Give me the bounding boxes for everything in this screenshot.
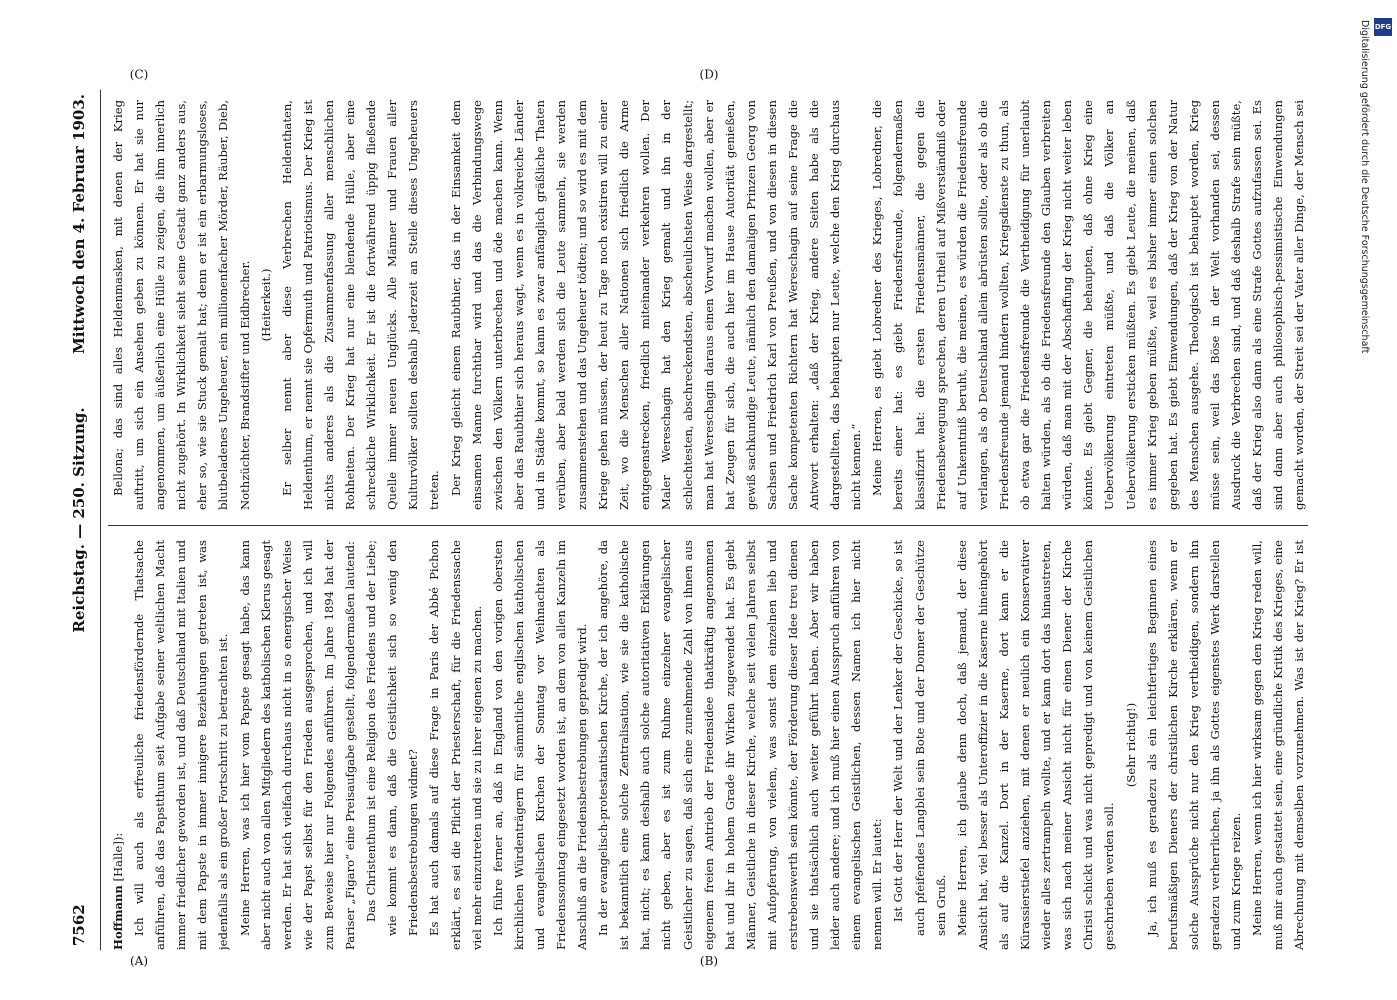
paragraph (108, 540, 129, 950)
paragraph: Meine Herren, es giebt Lobredner des Krieges, Lobredner, die bereits einer hat: es giebt Friedensfreunde, folgendermaßen klassifizirt hat: die ersten Friedensmänner, die gegen die Friedensbewegung sprechen, deren Urtheil auf Mißverständniß oder auf Unkenntniß beruht, die meinen, es würden die Friedensfreunde verlangen, als ob Deutschland allein abrüsten sollte, oder als ob die Friedensfreunde jemand hindern wollten, Kriegsdienste zu thun, als ob etwa gar die Friedensfreunde die Vertheidigung für unerlaubt halten würden, als ob die Friedensfreunde den Glauben verbreiten würden, daß man mit der Abschaffung der Krieg nicht weiter leben könnte. Es giebt Gegner, die behaupten, daß ohne Krieg eine Uebervölkerung eintreten müßte, und daß die Völker an Uebervölkerung ersticken müßten. Es giebt Leute, die meinen, daß es immer Krieg geben müßte, weil es bisher immer einen solchen gegeben hat. Es giebt Einwendungen, daß der Krieg von der Natur des Menschen ausgehe. Theologisch ist behauptet worden, Krieg müsse sein, weil das Böse in der Welt vorhanden sei, dessen Ausdruck die Verbrechen sind, und daß deshalb Strafe sein müßte, daß der Krieg also dann als eine Strafe Gottes aufzufassen sei. Es sind dann aber auch philosophisch-pessimistische Einwendungen gemacht worden, der Streit sei der Vater aller Dinge, der Mensch sei (870, 100, 1307, 510)
paragraph: Bellona; das sind alles Heldenmasken, mit denen der Krieg auftritt, um sich ein Ansehen geben zu können. Er hat sie nur angenommen, um äußerlich eine Hülle zu zeigen, die ihm innerlich nicht zugehört. In Wirklichkeit sieht seine Gestalt ganz anders aus, eher so, wie sie Stuck gemalt hat; denn er ist ein erbarmungsloses, blutbeladenes Ungeheuer, ein millionenfacher Mörder, Räuber, Dieb, Nothzüchter, Brandstifter und Eidbrecher. (111, 100, 252, 510)
paragraph: Meine Herren, ich glaube denn doch, daß jemand, der diese Ansicht hat, viel besser als Unteroffizier in die Kaserne hineingehört als auf die Kanzel. Dort in der Kaserne, dort kann er die Kürassierstiefel anziehen, mit denen er neulich ein Konservativer wieder alles zertrampeln wollte, und er kann dort das hinaustreten, was sich nach meiner Ansicht nicht für einen Diener der Kirche Christi schickt und was nicht gepredigt und von keinem Geistlichen geschrieben werden soll. (954, 540, 1117, 950)
page-header (62, 90, 98, 950)
paragraph: Ich führe ferner an, daß in England von den vorigen obersten kirchlichen Würdenträgern für sämmtliche englischen katholischen und evangelischen Kirchen der Sonntag vor Weihnachten als Friedenssonntag eingesetzt worden ist, an dem von allen Kanzeln im Anschluß an die Friedensbestrebungen gepredigt wird. (490, 540, 590, 950)
dfg-logo: DFG (1374, 18, 1392, 36)
paragraph: (Heiterkeit.) (258, 268, 273, 342)
header-rule (100, 90, 101, 950)
paragraph: Er selber nennt aber diese Verbrechen Heldenthaten, Heldenthum, er nennt sie Opfermuth und Patriotismus. Der Krieg ist nichts anderes als die Zusammenfassung aller menschlichen Rohheiten. Der Krieg hat nur eine blendende Hülle, aber eine schreckliche Wirklichkeit. Er ist die fortwährend üppig fließende Quelle immer neuen Unglücks. Alle Männer und Frauen aller Kulturvölker sollten deshalb jederzeit an Stelle dieses Ungeheuers treten. (279, 100, 442, 510)
column-rule (108, 525, 1308, 526)
rotated-page (62, 67, 1322, 968)
margin-marker-d: (D) (699, 67, 719, 82)
paragraph: Ist Gott der Herr der Welt und der Lenker der Geschicke, so ist auch pfeifendes Langblei sein Bote und der Donner der Geschütze sein Gruß. (891, 540, 948, 936)
paragraph: Meine Herren, wenn ich hier wirksam gegen den Krieg reden will, muß mir auch gestattet sein, eine gründliche Kritik des Krieges, eine Abrechnung mit demselben vorzunehmen. Was ist der Krieg? Er ist (1250, 540, 1307, 950)
paragraph: Es hat auch damals auf diese Frage in Paris der Abbé Pichon erklärt, es sei die Pflicht der Priesterschaft, für die Friedenssache viel mehr einzutreten und sie zu ihrer eigenen zu machen. (427, 540, 484, 950)
session-title: Reichstag. — 250. Sitzung. (70, 407, 88, 633)
paragraph: Meine Herren, was ich hier vom Papste gesagt habe, das kann aber nicht auch von allen Mitgliedern des katholischen Klerus gesagt werden. Er hat sich vielfach durchaus nicht in so energischer Weise wie der Papst selbst für den Frieden ausgesprochen, und ich will zum Beweise hier nur Folgendes anführen. Im Jahre 1894 hat der Pariser „Figaro“ eine Preisaufgabe gestellt, folgendermaßen lautend: (237, 540, 358, 950)
margin-marker-a: (A) (129, 953, 149, 968)
paragraph: Der Krieg gleicht einem Raubthier, das in der Einsamkeit dem einsamen Manne furchtbar wird und das die Verbindungswege zwischen den Völkern unterbrechen und öde machen kann. Wenn aber das Raubthier sich heraus wagt, wenn es in volkreiche Länder und in Städte kommt, so kann es zwar anfänglich gräßliche Thaten verüben, aber bald werden sich die Leute sammeln, sie werden zusammenstehen und das Ungeheuer tödten; und so wird es mit dem Kriege gehen müssen, der heut zu Tage noch existiren will zu einer Zeit, wo die Menschen aller Nationen sich friedlich die Arme entgegenstrecken, friedlich miteinander verkehren wollen. Der Maler Wereschagin hat den Krieg gemalt und ihn in der schlechtesten, abschreckendsten, abscheulichsten Weise dargestellt; man hat Wereschagin daraus einen Vorwurf machen wollen, aber er hat Zeugen für sich, die auch hier im Hause Autorität genießen, gewiß sachkundige Leute, nämlich den damaligen Prinzen Georg von Sachsen und Friedrich Karl von Preußen, und von diesen in diesen Sache kompetenten Richtern hat Wereschagin auf seine Frage die Antwort erhalten: „daß der Krieg, andere Seiten habe als die dargestellten, das behaupten nur Leute, welche den Krieg durchaus nicht kennen.“ (448, 100, 864, 510)
margin-marker-b: (B) (699, 953, 719, 968)
speaker-name: Hoffmann (111, 885, 125, 950)
margin-marker-c: (C) (129, 67, 149, 82)
speaker-note: [Halle]): (111, 832, 125, 886)
digitization-watermark: Digitalisierung gefördert durch die Deutsche Forschungsgemeinschaft (1359, 20, 1370, 354)
left-column (108, 540, 1308, 950)
paragraph: Ja, ich muß es geradezu als ein leichtfertiges Beginnen eines berufsmäßigen Dieners der christlichen Kirche erklären, wenn er solche Aussprüche nicht nur den Krieg vertheidigen, sondern ihn geradezu verherrlichen, ja ihn als Gottes eigenstes Werk darstellen und zum Kriege reizen. (1144, 540, 1243, 950)
page-number: 7562 (70, 904, 88, 946)
right-column (108, 100, 1308, 510)
paragraph: Ich will auch als erfreuliche friedensfördernde Thatsache anführen, daß das Papstthum seit Aufgabe seiner weltlichen Macht immer friedlicher geworden ist, und daß Deutschland mit Italien und mit dem Papste in immer innigere Beziehungen getreten ist, was jedenfalls als ein großer Fortschritt zu betrachten ist. (132, 540, 231, 950)
paragraph: Das Christenthum ist eine Religion des Friedens und der Liebe; wie kommt es dann, daß die Geistlichkeit sich so wenig den Friedensbestrebungen widmet? (364, 540, 421, 936)
session-date: Mittwoch den 4. Februar 1903. (70, 94, 88, 354)
paragraph: (Sehr richtig!) (1123, 702, 1138, 788)
paragraph: In der evangelisch-protestantischen Kirche, der ich angehöre, da ist bekanntlich eine solche Zentralisation, wie sie die katholische hat, nicht; es kann deshalb auch solche autoritativen Erklärungen nicht geben, aber es ist zum Ruhme einzelner evangelischer Geistlicher zu sagen, daß sich eine zunehmende Zahl von ihnen aus eigenem freien Antrieb der Friedensidee thatkräftig angenommen hat und ihr in hohem Grade ihr Wirken zugewendet hat. Es giebt Männer, Geistliche in dieser Kirche, welche seit vielen Jahren selbst mit Aufopferung, von vielem, was sonst dem einzelnen lieb und erstrebenswerth sein könnte, der Förderung dieser Idee treu dienen und sie thatsächlich auch weiter geführt haben. Aber wir haben leider auch andere; und ich muß hier einen Ausspruch anführen von einem evangelischen Geistlichen, dessen Namen ich hier nicht nennen will. Er lautet: (596, 540, 885, 950)
